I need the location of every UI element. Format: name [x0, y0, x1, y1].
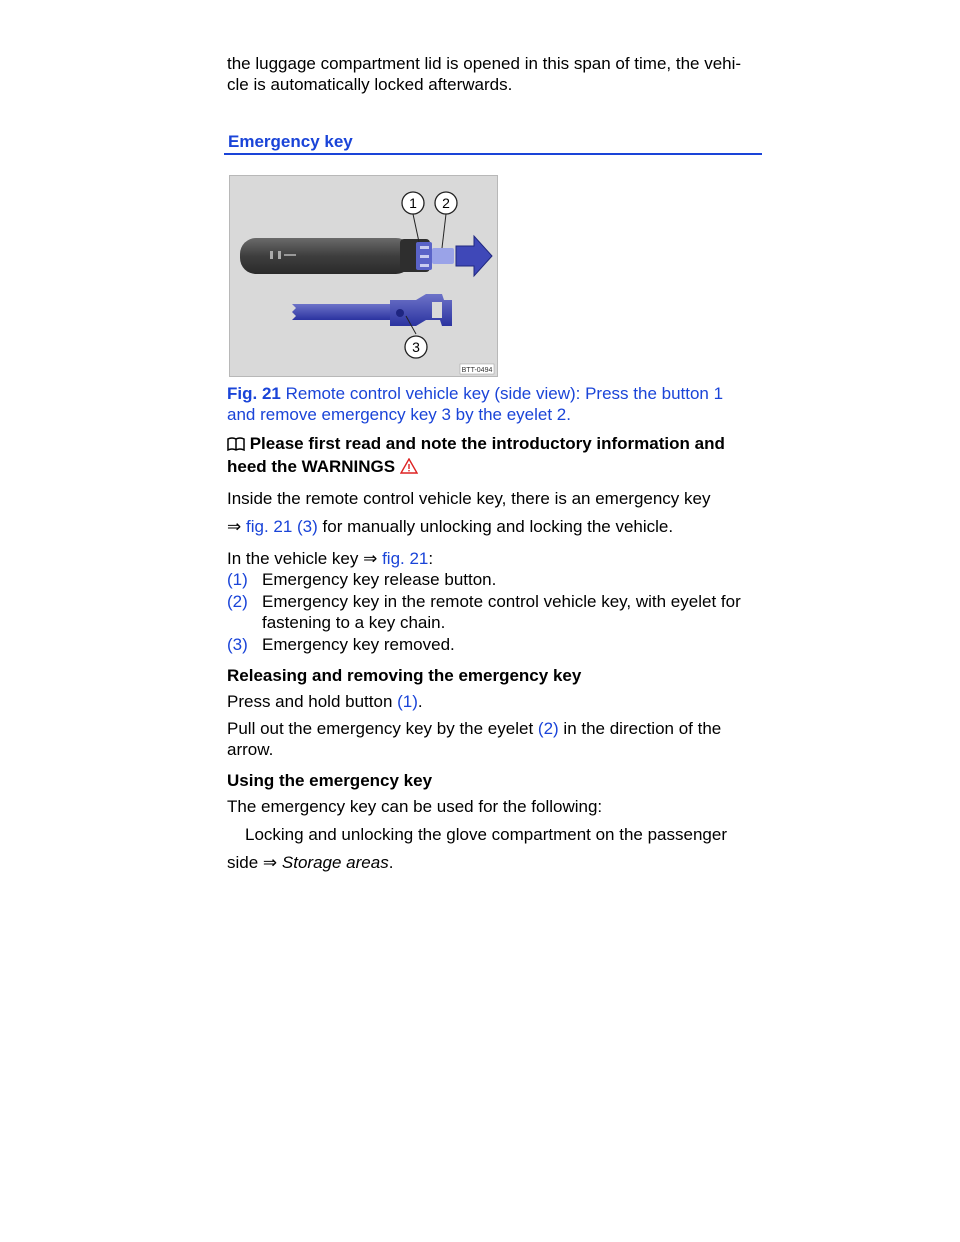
book-icon	[227, 435, 245, 456]
pull-end: in the direction of the arrow.	[227, 719, 722, 759]
using-item-end: .	[388, 853, 394, 872]
pull-text: Pull out the emergency key by the eyelet	[227, 719, 538, 738]
section-title: Emergency key	[228, 132, 353, 151]
key-illustration	[230, 176, 497, 376]
ref-fig-link[interactable]: fig. 21	[382, 549, 429, 568]
list-num: (1)	[227, 570, 248, 589]
read-note	[227, 433, 762, 873]
pull-ref-link[interactable]: (2)	[537, 719, 559, 738]
caption-label: Fig. 21	[227, 384, 281, 403]
in-vehicle-key-text: In the vehicle key	[227, 549, 364, 568]
using-item-line-1: Locking and unlocking the glove compartment on the passenger	[245, 825, 727, 844]
press-end: .	[417, 692, 423, 711]
read-note-line-1: Please first read and note the introductory information and	[245, 434, 725, 453]
list-num: (3)	[227, 635, 248, 654]
callout-1	[402, 192, 424, 214]
callout-3	[405, 336, 427, 358]
intro-line-2: cle is automatically locked afterwards.	[227, 75, 513, 94]
svg-text:3: 3	[412, 339, 420, 355]
key-fob	[240, 238, 454, 274]
intro-line-1: the luggage compartment lid is opened in this span of time, the vehi-	[227, 54, 742, 73]
caption-line-2: and remove emergency key 3 by the eyelet 2.	[227, 405, 571, 424]
inside-text: Inside the remote control vehicle key, there is an emergency key	[227, 489, 711, 508]
storage-areas-link[interactable]: Storage areas	[281, 853, 389, 872]
callout-2	[435, 192, 457, 214]
intro-paragraph	[227, 53, 762, 95]
caption-line-1: Remote control vehicle key (side view): Press the button 1	[280, 384, 724, 403]
using-heading: Using the emergency key	[227, 771, 433, 790]
list-item	[227, 591, 762, 633]
list-num: (2)	[227, 592, 248, 611]
releasing-heading: Releasing and removing the emergency key	[227, 666, 582, 685]
ref-fig-3-link[interactable]: fig. 21 (3)	[245, 517, 318, 536]
list-item	[227, 569, 762, 590]
read-note-line-2: heed the WARNINGS	[227, 457, 400, 476]
svg-text:2: 2	[442, 195, 450, 211]
list-text: Emergency key release button.	[262, 570, 497, 589]
warning-icon	[400, 458, 418, 479]
using-item-side: side	[227, 853, 263, 872]
using-intro: The emergency key can be used for the following:	[227, 797, 603, 816]
list-item	[227, 634, 762, 655]
press-text: Press and hold button	[227, 692, 398, 711]
figure-caption	[227, 383, 762, 425]
ref-arrow-2: ⇒	[363, 549, 378, 568]
key-figure	[229, 175, 498, 377]
figure-code: BTT-0494	[461, 367, 493, 374]
list-text: Emergency key removed.	[262, 635, 455, 654]
colon: :	[428, 549, 434, 568]
svg-text:1: 1	[409, 195, 417, 211]
press-ref-link[interactable]: (1)	[397, 692, 418, 711]
using-arrow: ⇒	[262, 853, 278, 872]
ref-arrow: ⇒	[227, 517, 242, 536]
list-text: Emergency key in the remote control vehicle key, with eyelet for fastening to a key chain.	[262, 592, 741, 632]
ref-rest: for manually unlocking and locking the vehicle.	[317, 517, 674, 536]
section-heading	[224, 131, 762, 155]
legend-list	[227, 569, 762, 655]
